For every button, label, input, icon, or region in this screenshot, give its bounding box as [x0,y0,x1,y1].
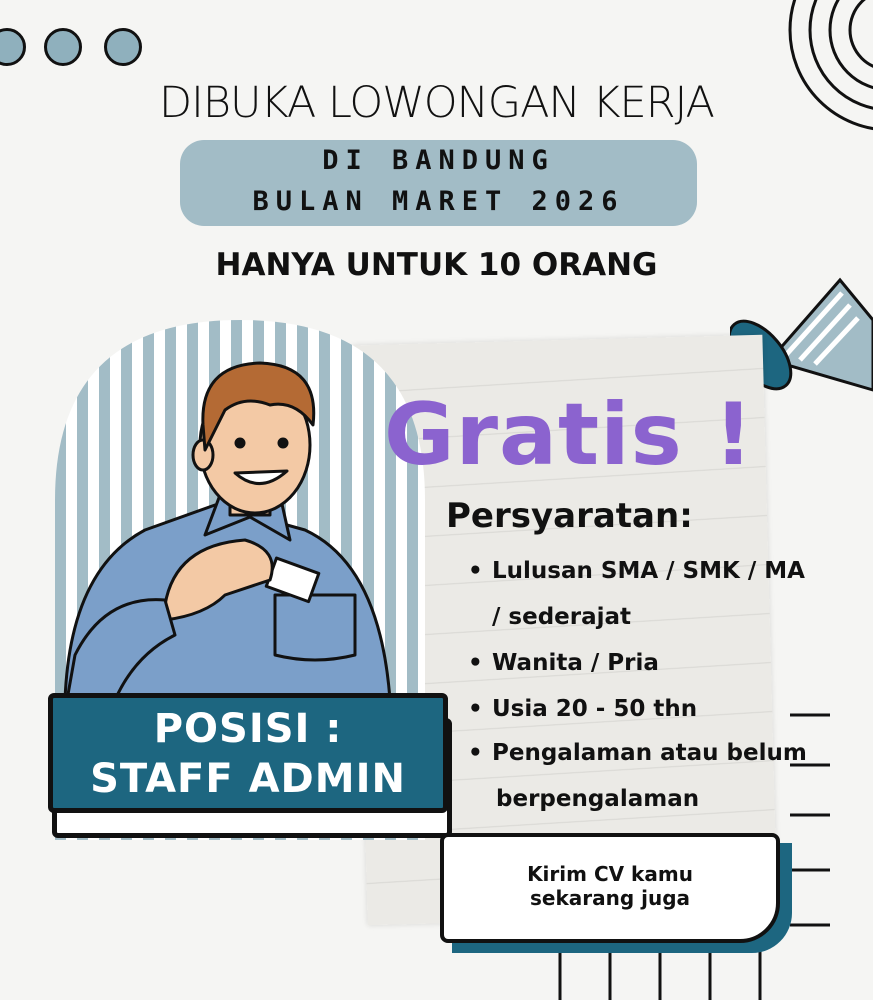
requirement-text: Wanita / Pria [492,650,659,676]
position-title: STAFF ADMIN [90,756,406,802]
decor-dot-2 [44,28,82,66]
requirement-continuation: berpengalaman [496,786,700,812]
cta-line-1: Kirim CV kamu [527,862,693,886]
requirement-text: Usia 20 - 50 thn [492,696,698,722]
location-text: DI BANDUNG [322,145,555,176]
subtitle: HANYA UNTUK 10 ORANG [215,247,658,283]
cta-line-2: sekarang juga [529,886,691,910]
period-text: BULAN MARET 2026 [252,186,625,217]
requirement-item: • Lulusan SMA / SMK / MA [468,558,805,584]
position-label: POSISI : [153,706,343,752]
requirement-text: Pengalaman atau belum [492,740,807,766]
requirement-continuation: / sederajat [492,604,632,630]
promo-label: Gratis ! [384,385,754,485]
decor-dot-3 [104,28,142,66]
decor-dot-1 [0,28,26,66]
requirement-item: • Pengalaman atau belum [468,740,807,766]
requirement-text: Lulusan SMA / SMK / MA [492,558,805,584]
requirement-item: • Wanita / Pria [468,650,659,676]
man-illustration [55,355,405,700]
page-title: DIBUKA LOWONGAN KERJA [159,78,714,128]
requirements-title: Persyaratan: [446,496,693,536]
requirement-item: • Usia 20 - 50 thn [468,696,698,722]
